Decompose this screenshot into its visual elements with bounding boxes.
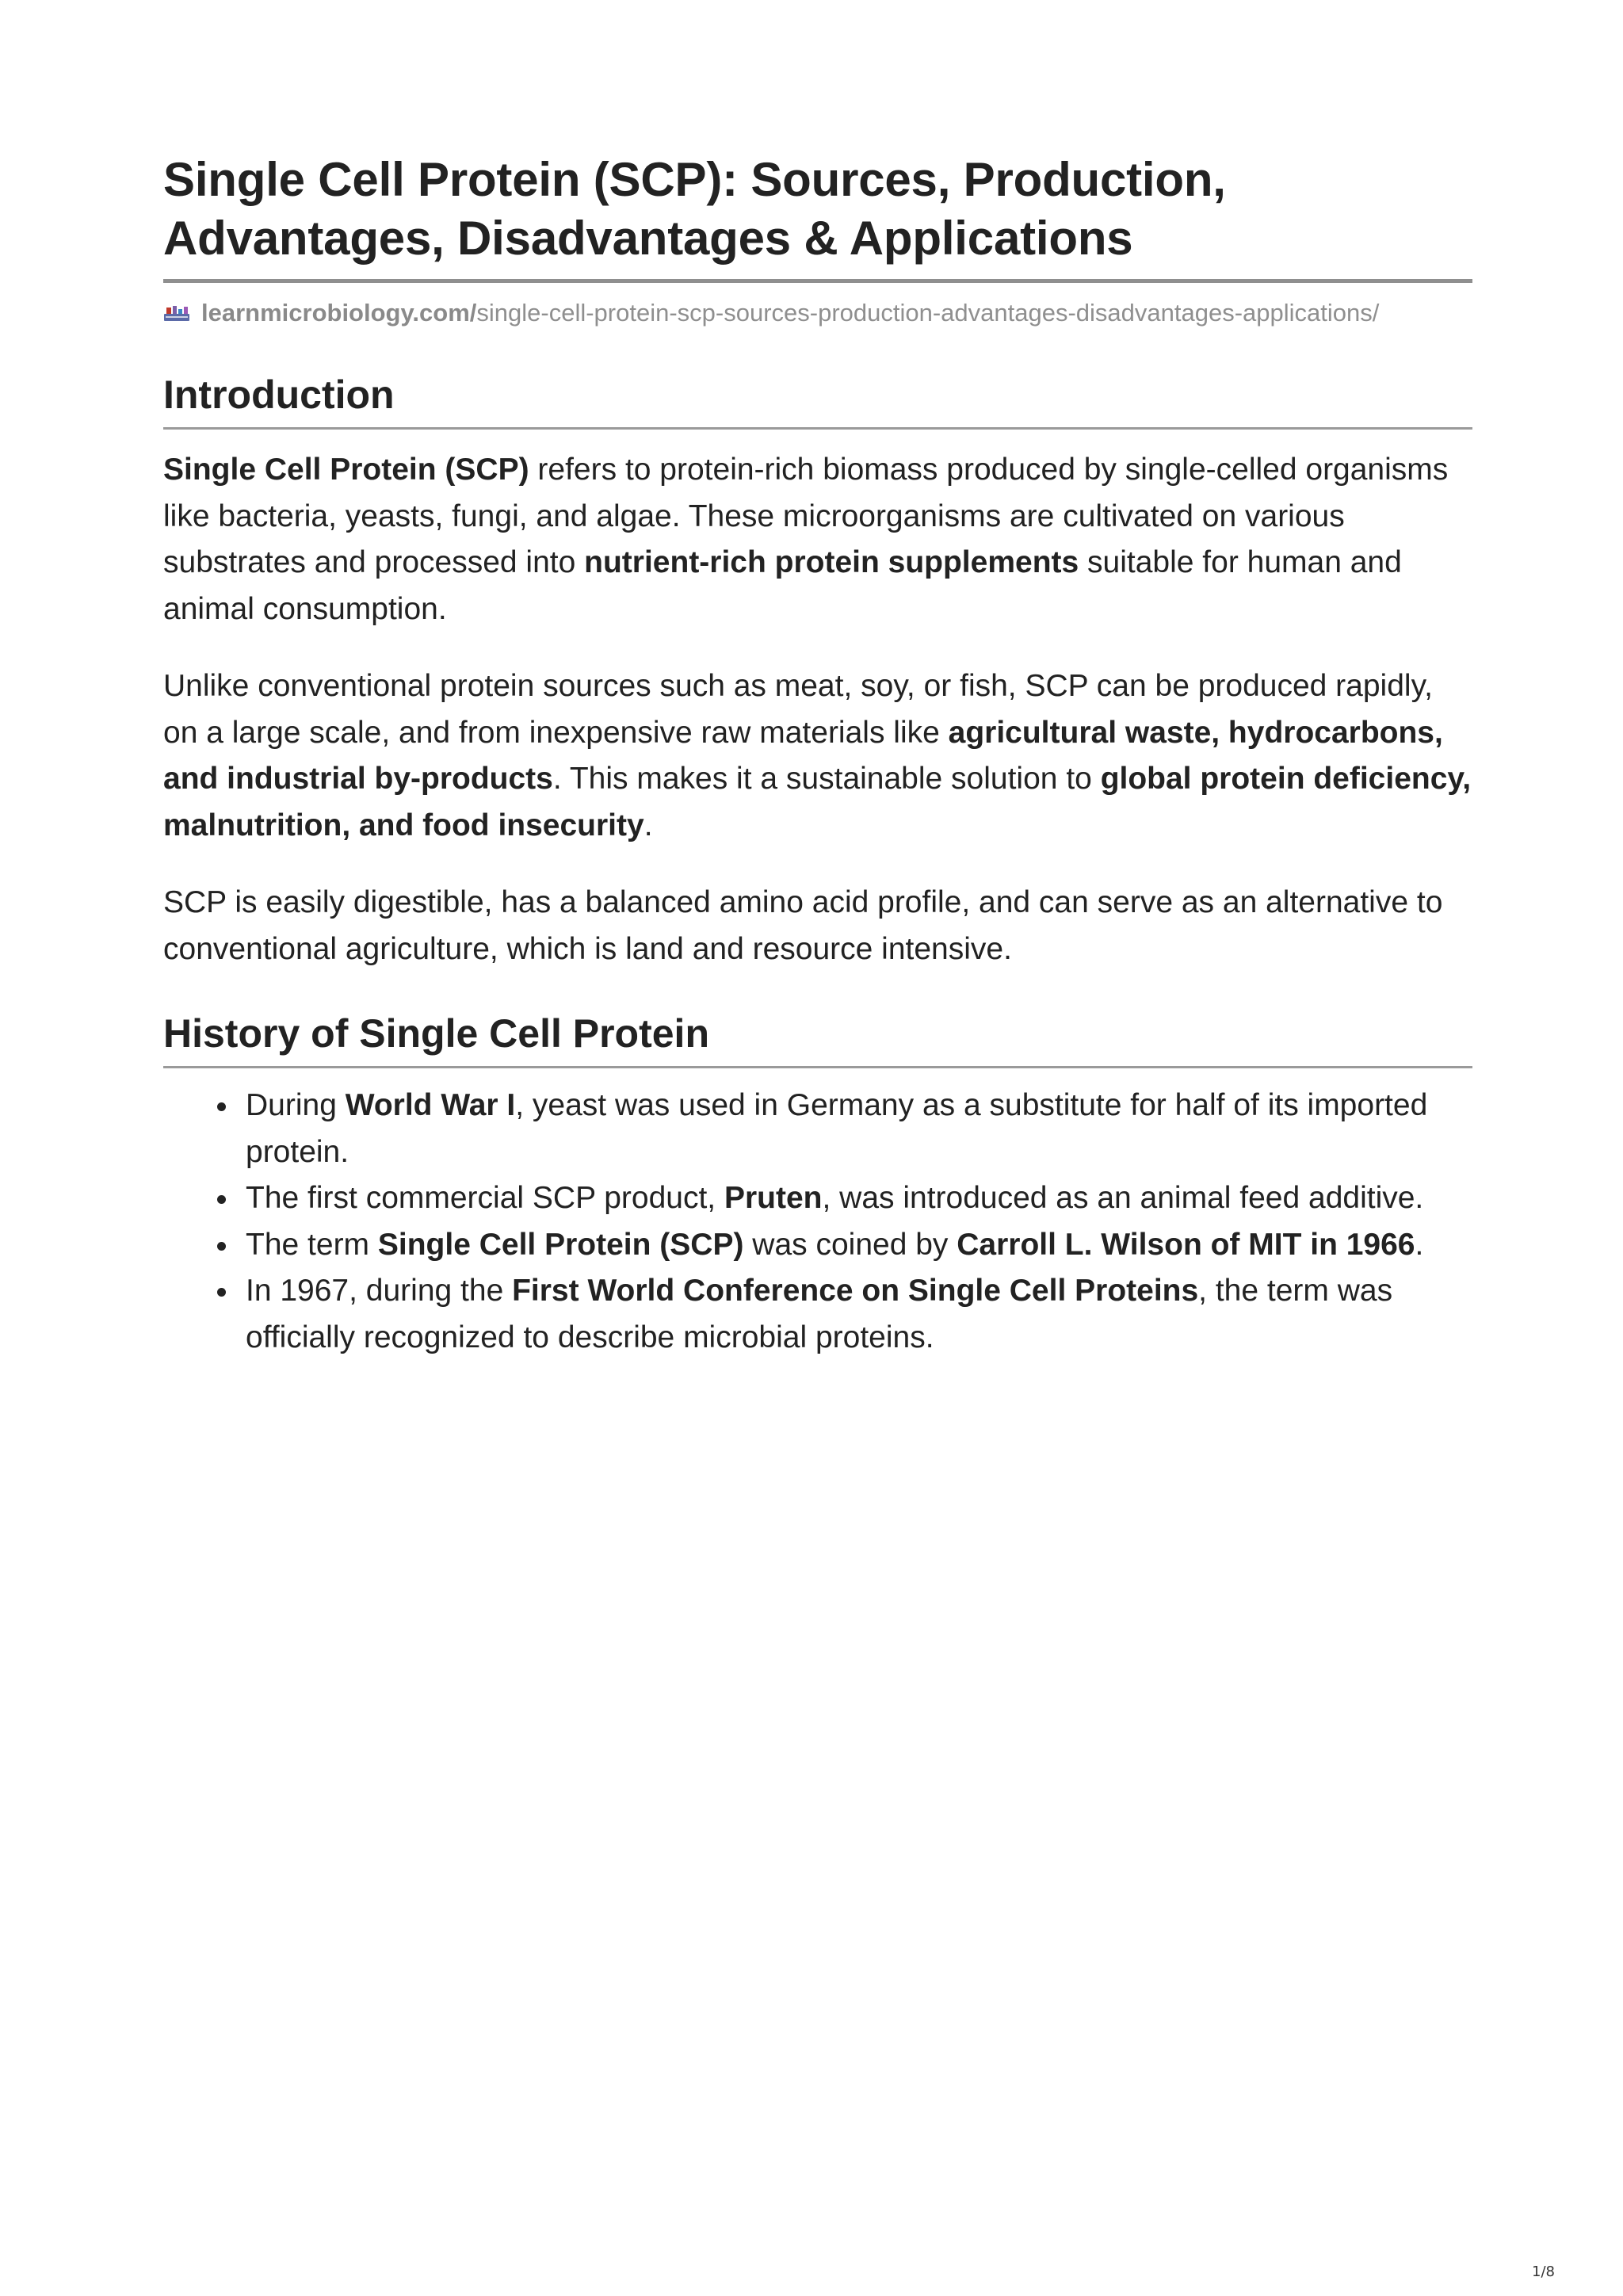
intro-p2-text-1: Unlike conventional protein sources such as meat, soy, or fish, SCP can be produced rapidly, on a large scale, and from inexpensive raw materials like (163, 669, 1434, 750)
intro-p1-text-1: refers to protein-rich biomass produced by single-celled organisms like bacteria, yeasts, fungi, and algae. These microorganisms are cultivated on various substrates and processed into (163, 453, 1449, 579)
history-divider (163, 1066, 1472, 1068)
intro-p2-text-3: . (643, 808, 653, 842)
source-domain[interactable]: learnmicrobiology.com/ (201, 299, 477, 327)
intro-paragraph-3: SCP is easily digestible, has a balanced amino acid profile, and can serve as an alternative to conventional agriculture, which is land and resource intensive. (163, 885, 1443, 966)
list-item (246, 1268, 1472, 1361)
title-divider (163, 279, 1472, 283)
history-item-1-text-2: , yeast was used in Germany as a substitute for half of its imported protein. (246, 1088, 1428, 1169)
list-item (246, 1175, 1472, 1222)
history-item-2-text-1: The first commercial SCP product, (246, 1181, 724, 1215)
page-number: 1/8 (1532, 2264, 1555, 2280)
history-item-1-text-1: During (246, 1088, 346, 1122)
intro-p1-bold-2: nutrient-rich protein supplements (584, 545, 1079, 579)
intro-p2-text-2: . This makes it a sustainable solution to (552, 762, 1101, 796)
intro-p2-bold-1: agricultural waste, hydrocarbons, and industrial by-products (163, 715, 1443, 796)
intro-paragraph-1 (163, 447, 1472, 632)
history-item-3-text-1: The term (246, 1227, 378, 1262)
history-item-3-text-3: . (1415, 1227, 1424, 1262)
introduction-heading: Introduction (163, 372, 395, 417)
history-item-4-text-1: In 1967, during the (246, 1274, 513, 1308)
intro-p2-bold-2: global protein deficiency, malnutrition, and food insecurity (163, 762, 1472, 842)
introduction-divider (163, 427, 1472, 430)
article (163, 151, 1472, 1361)
article-title (163, 151, 1472, 268)
history-item-3-text-2: was coined by (743, 1227, 957, 1262)
history-item-2-bold-1: Pruten (724, 1181, 823, 1215)
source-url[interactable] (163, 296, 1472, 330)
history-item-1-bold-1: World War I (345, 1088, 516, 1122)
article-title-line-2: Advantages, Disadvantages & Applications (163, 212, 1133, 265)
site-favicon-icon (163, 304, 190, 322)
history-item-2-text-2: , was introduced as an animal feed additive. (822, 1181, 1424, 1215)
list-item (246, 1083, 1472, 1175)
history-item-4-bold-1: First World Conference on Single Cell Proteins (512, 1274, 1199, 1308)
intro-p1-text-2: suitable for human and animal consumption. (163, 545, 1402, 626)
article-title-line-1: Single Cell Protein (SCP): Sources, Production, (163, 153, 1226, 206)
intro-p1-bold-1: Single Cell Protein (SCP) (163, 453, 529, 487)
history-item-3-bold-1: Single Cell Protein (SCP) (377, 1227, 744, 1262)
history-item-3-bold-2: Carroll L. Wilson of MIT in 1966 (957, 1227, 1415, 1262)
history-heading: History of Single Cell Protein (163, 1011, 709, 1056)
source-path[interactable]: single-cell-protein-scp-sources-production-advantages-disadvantages-applications/ (476, 299, 1380, 327)
history-list (163, 1083, 1472, 1361)
list-item (246, 1222, 1472, 1269)
intro-paragraph-2 (163, 663, 1472, 849)
history-item-4-text-2: , the term was officially recognized to describe microbial proteins. (246, 1274, 1393, 1354)
